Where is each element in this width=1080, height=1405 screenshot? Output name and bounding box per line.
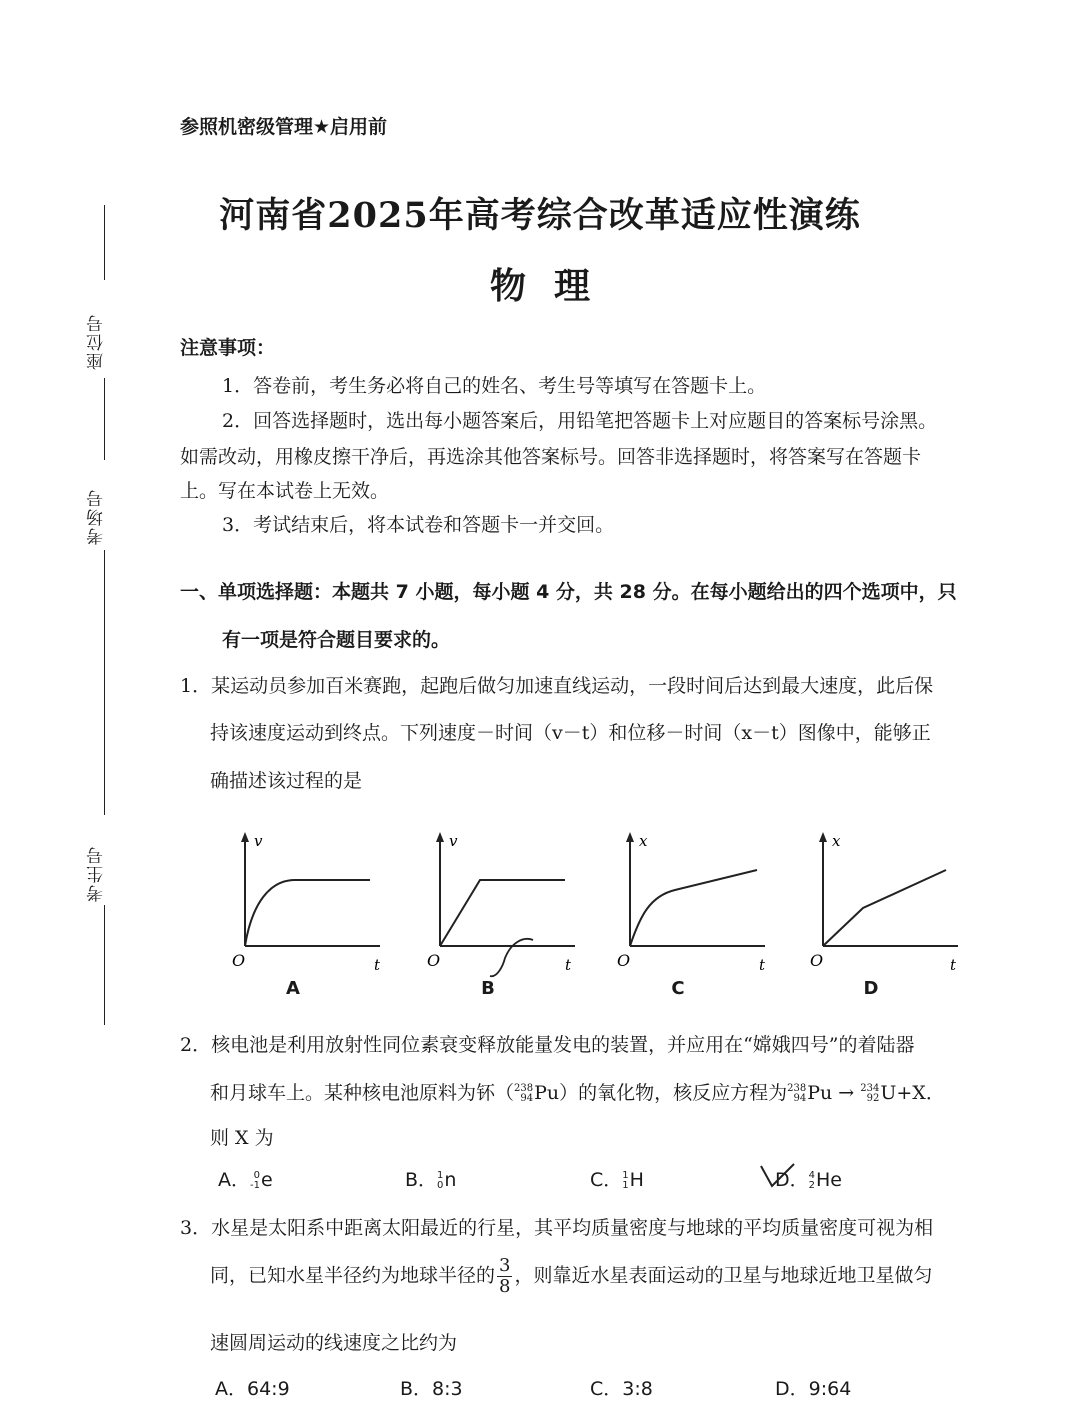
q3-option-a[interactable]: A．64:9 [215,1378,290,1400]
graph-a-svg [230,828,380,978]
origin-label: O [617,951,631,970]
nuclide-notation: 234 92 [860,1083,880,1104]
x-t-line [823,870,946,946]
binding-line [104,378,105,460]
origin-label: O [427,951,441,970]
q2-text: 则 X 为 [210,1127,274,1149]
graph-c-svg [615,828,765,978]
notice-item: 1．答卷前，考生务必将自己的姓名、考生号等填写在答题卡上。 [222,375,767,397]
graph-b-svg [425,828,575,978]
nuclide-notation: 238 94 [514,1083,534,1104]
binding-line [104,905,105,1025]
q2-text: U+X． [880,1082,945,1104]
q1-text: 持该速度运动到终点。下列速度－时间（v－t）和位移－时间（x－t）图像中，能够正 [210,722,931,744]
notice-item: 上。写在本试卷上无效。 [180,480,390,502]
q2-text-line2 [210,1078,945,1105]
q3-text: 3．水星是太阳系中距离太阳最近的行星，其平均质量密度与地球的平均质量密度可视为相 [180,1217,934,1239]
nuclide-notation: 238 94 [787,1083,807,1104]
x-t-curve [630,870,757,946]
q3-option-c[interactable]: C．3:8 [590,1378,653,1400]
handwritten-check-mark [758,1160,798,1194]
confidentiality-note: 参照机密级管理★启用前 [180,116,388,138]
handwritten-check-mark [490,939,533,976]
graph-option-a [230,828,380,1003]
q2-text: 2．核电池是利用放射性同位素衰变释放能量发电的装置，并应用在“嫦娥四号”的着陆器 [180,1034,915,1056]
seat-number-label: 座位号 [87,313,107,370]
x-axis-label: t [759,956,765,974]
v-t-curve [245,880,370,946]
q3-text: 速圆周运动的线速度之比约为 [210,1332,458,1354]
q2-option-d[interactable]: D． 4 2 He [775,1169,842,1191]
section-heading: 一、单项选择题：本题共 7 小题，每小题 4 分，共 28 分。在每小题给出的四个选项中，只 [180,581,957,603]
y-axis-arrow [626,832,634,842]
subject-title: 物理 [489,265,618,307]
notice-item: 2．回答选择题时，选出每小题答案后，用铅笔把答题卡上对应题目的答案标号涂黑。 [222,410,938,432]
x-axis-label: t [374,956,380,974]
q2-text: Pu → [807,1082,855,1104]
notice-item: 如需改动，用橡皮擦干净后，再选涂其他答案标号。回答非选择题时，将答案写在答题卡 [180,446,922,468]
v-t-line [440,880,565,946]
exam-title: 河南省2025年高考综合改革适应性演练 [219,195,861,236]
graph-option-c [615,828,765,1003]
notice-title: 注意事项： [180,337,276,359]
y-axis-label: v [254,832,263,850]
graph-option-d [808,828,958,1003]
binding-line [104,205,105,280]
y-axis-label: x [639,832,648,850]
graph-label-d[interactable]: D [863,978,879,999]
fraction-3-8: $\frac{3}{8}$ [499,1255,511,1297]
graph-option-b [425,828,575,1003]
y-axis-label: x [832,832,841,850]
y-axis-arrow [241,832,249,842]
q1-text: 确描述该过程的是 [210,770,363,792]
q3-text: ，则靠近水星表面运动的卫星与地球近地卫星做匀 [514,1264,933,1287]
y-axis-arrow [436,832,444,842]
y-axis-label: v [449,832,458,850]
q2-text: 和月球车上。某种核电池原料为钚（ [210,1082,515,1104]
q2-text: Pu）的氧化物，核反应方程为 [534,1082,788,1104]
origin-label: O [810,951,824,970]
graph-label-a[interactable]: A [286,978,300,999]
notice-item: 3．考试结束后，将本试卷和答题卡一并交回。 [222,514,615,536]
exam-room-label: 考场号 [87,488,107,545]
x-axis-label: t [565,956,572,974]
section-heading-cont: 有一项是符合题目要求的。 [222,629,451,651]
x-axis-label: t [950,956,957,974]
graph-d-svg [808,828,958,978]
candidate-number-label: 考生号 [87,845,107,902]
graph-label-b[interactable]: B [481,978,495,999]
binding-line [104,550,105,815]
q3-text: 同，已知水星半径约为地球半径的 [210,1264,496,1287]
origin-label: O [232,951,246,970]
q1-text: 1．某运动员参加百米赛跑，起跑后做匀加速直线运动，一段时间后达到最大速度，此后保 [180,675,934,697]
graph-label-c[interactable]: C [671,978,685,999]
y-axis-arrow [819,832,827,842]
q3-option-d[interactable]: D．9:64 [775,1378,852,1400]
q2-option-b[interactable]: B． 1 0 n [405,1169,457,1191]
q2-option-c[interactable]: C． 1 1 H [590,1169,644,1191]
q3-option-b[interactable]: B．8:3 [400,1378,463,1400]
q2-option-a[interactable]: A． 0 -1 e [218,1169,273,1191]
q3-text-line2 [210,1256,932,1297]
